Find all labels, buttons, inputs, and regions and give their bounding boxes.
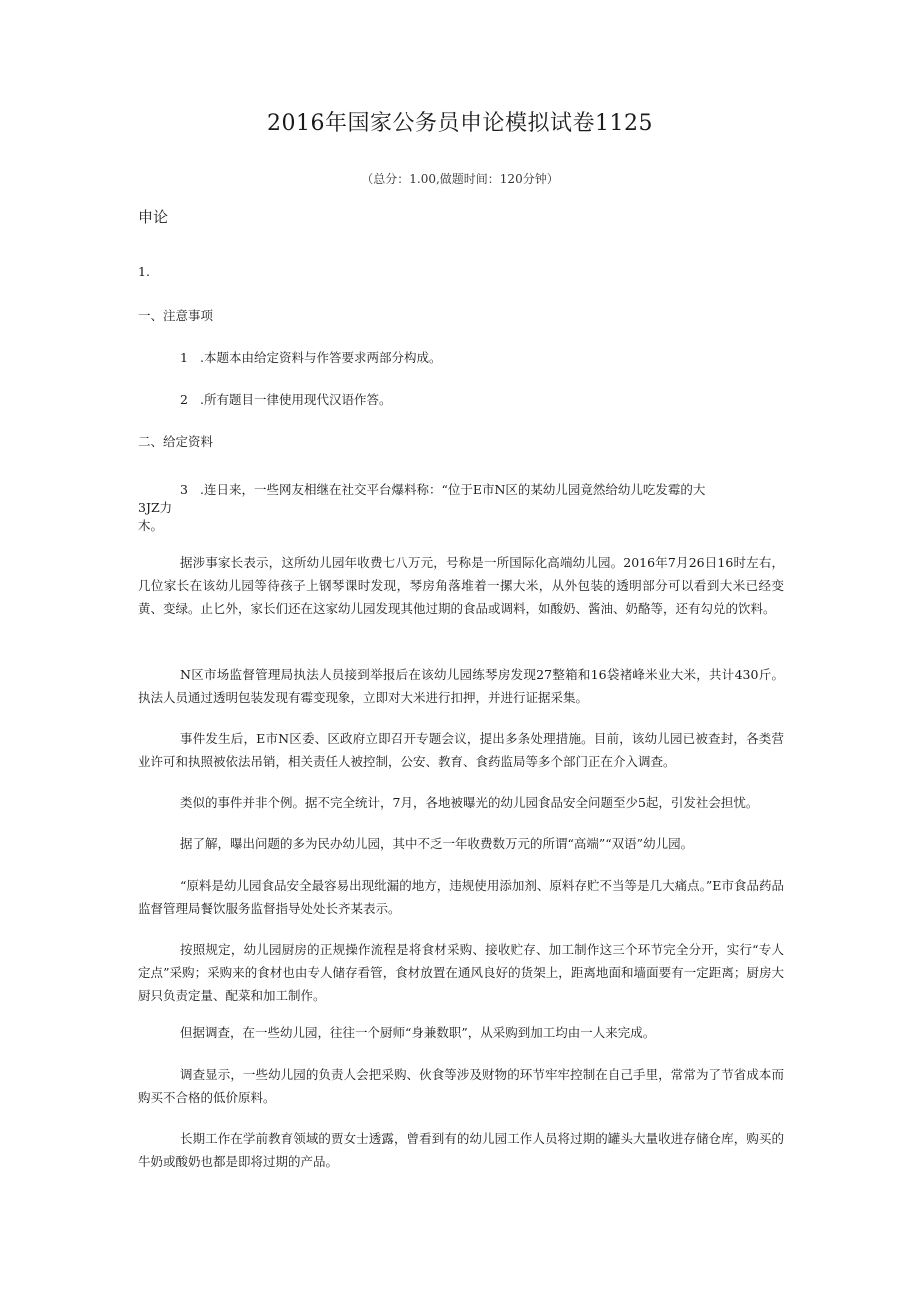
item-3-continuation-2: 木。: [138, 518, 164, 533]
heading-notes: 一、注意事项: [138, 308, 214, 323]
section-heading: 申论: [138, 208, 169, 226]
item-3-continuation-1: 3JZ力: [138, 500, 173, 515]
document-title: 2016年国家公务员申论模拟试卷1125: [267, 111, 653, 136]
paragraph-2: N区市场监督管理局执法人员接到举报后在该幼儿园练琴房发现27整箱和16袋褚峰米业大米，共计430斤。执法人员通过透明包装发现有霉变现象，立即对大米进行扣押，并进行证据采集。: [138, 667, 784, 705]
paragraph-9: 调查显示，一些幼儿园的负责人会把采购、伙食等涉及财物的环节牢牢控制在自己手里，常常为了节省成本而购买不合格的低价原料。: [138, 1067, 784, 1105]
note-1-number: 1: [180, 350, 188, 365]
note-1-text: .本题本由给定资料与作答要求两部分构成。: [200, 350, 442, 365]
paragraph-7: 按照规定，幼儿园厨房的正规操作流程是将食材采购、接收贮存、加工制作这三个环节完全分开，实行“专人定点”采购；采购来的食材也由专人储存看管，食材放置在通风良好的货架上，距离地面和墙面要有一定距离；厨房大厨只负责定量、配菜和加工制作。: [138, 942, 784, 1003]
note-2: [180, 390, 391, 408]
paragraph-5: 据了解，曝出问题的多为民办幼儿园，其中不乏一年收费数万元的所谓“高端”“双语”幼儿园。: [180, 836, 694, 851]
paragraph-4: 类似的事件并非个例。据不完全统计，7月，各地被曝光的幼儿园食品安全问题至少5起，引发社会担忧。: [180, 795, 759, 810]
paragraph-6: “原料是幼儿园食品安全最容易出现纰漏的地方，违规使用添加剂、原料存贮不当等是几大痛点。”E市食品药品监督管理局餐饮服务监督指导处处长齐某表示。: [138, 878, 784, 916]
paragraph-1: 据涉事家长表示，这所幼儿园年收费七八万元，号称是一所国际化高端幼儿园。2016年7月26日16时左右，几位家长在该幼儿园等待孩子上钢琴课时发现，琴房角落堆着一摞大米，从外包装的透明部分可以看到大米已经变黄、变绿。止匕外，家长们还在这家幼儿园发现其他过期的食品或调料，如酸奶、酱油、奶酪等，还有勾兑的饮料。: [138, 555, 784, 616]
question-number: 1.: [138, 264, 150, 279]
note-2-text: .所有题目一律使用现代汉语作答。: [200, 392, 392, 407]
note-1: [180, 348, 441, 366]
heading-materials: 二、给定资料: [138, 434, 214, 449]
exam-info: （总分：1.00,做题时间：120分钟）: [361, 172, 559, 186]
item-3-text: .连日来，一些网友相继在社交平台爆料称：“位于E市N区的某幼儿园竟然给幼儿吃发霉的大: [200, 482, 706, 497]
paragraph-10: 长期工作在学前教育领域的贾女士透露，曾看到有的幼儿园工作人员将过期的罐头大量收进存储仓库，购买的牛奶或酸奶也都是即将过期的产品。: [138, 1131, 784, 1169]
item-3: [180, 480, 705, 498]
paragraph-8: 但据调查，在一些幼儿园，往往一个厨师“身兼数职”，从采购到加工均由一人来完成。: [180, 1025, 656, 1040]
paragraph-3: 事件发生后，E市N区委、区政府立即召开专题会议，提出多条处理措施。目前，该幼儿园已被查封，各类营业许可和执照被依法吊销，相关责任人被控制，公安、教育、食药监局等多个部门正在介入调查。: [138, 731, 784, 769]
note-2-number: 2: [180, 392, 188, 407]
item-3-number: 3: [180, 482, 188, 497]
